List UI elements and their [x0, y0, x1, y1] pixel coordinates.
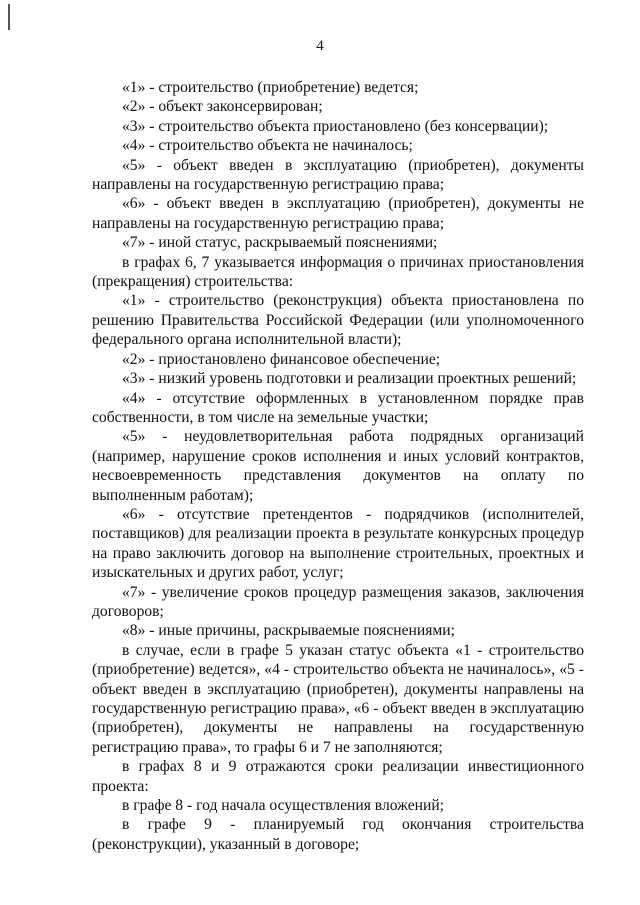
paragraph: «3» - низкий уровень подготовки и реализации проектных решений; [122, 370, 577, 388]
paragraph: «7» - иной статус, раскрываемый пояснениями; [122, 234, 438, 252]
paragraph: в графе 8 - год начала осуществления вложений; [122, 797, 444, 815]
paragraph: в случае, если в графе 5 указан статус объекта «1 - строительство (приобретение) ведется», «4 - строительство объекта не начиналось», «5 - объект введен в эксплуатацию (приобретен), документы направлены на государственную регистрацию права», «6 - объект введен в эксплуатацию (приобретен), документы не направлены на государственную регистрацию права», то графы 6 и 7 не заполняются; [92, 641, 584, 756]
paragraph: «3» - строительство объекта приостановлено (без консервации); [122, 117, 549, 135]
paragraph: в графах 8 и 9 отражаются сроки реализации инвестиционного проекта: [92, 758, 584, 795]
page-number: 4 [316, 38, 324, 54]
paragraph: «6» - отсутствие претендентов - подрядчиков (исполнителей, поставщиков) для реализации проекта в результате конкурсных процедур на право заключить договор на выполнение строительных, проектных и изыскательных и других работ, услуг; [92, 505, 584, 582]
paragraph: «1» - строительство (реконструкция) объекта приостановлена по решению Правительства Российской Федерации (или уполномоченного федерального органа исполнительной власти); [92, 292, 584, 349]
paragraph: «8» - иные причины, раскрываемые пояснениями; [122, 622, 455, 640]
paragraph: «4» - отсутствие оформленных в установленном порядке прав собственности, в том числе на земельные участки; [92, 389, 584, 426]
paragraph: «6» - объект введен в эксплуатацию (приобретен), документы не направлены на государственную регистрацию права; [92, 195, 584, 232]
paragraph: «1» - строительство (приобретение) ведется; [122, 79, 419, 96]
paragraph: в графе 9 - планируемый год окончания строительства (реконструкции), указанный в договоре; [92, 816, 584, 853]
paragraph: «5» - объект введен в эксплуатацию (приобретен), документы направлены на государственную регистрацию права; [92, 156, 584, 194]
paragraph: в графах 6, 7 указывается информация о причинах приостановления (прекращения) строительства: [92, 253, 584, 291]
margin-mark [8, 4, 10, 30]
paragraph: «4» - строительство объекта не начиналось; [122, 137, 413, 155]
paragraph: «5» - неудовлетворительная работа подрядных организаций (например, нарушение сроков исполнения и иных условий контрактов, несвоевременность представления документов на оплату по выполненным работам); [92, 428, 584, 504]
paragraph: «7» - увеличение сроков процедур размещения заказов, заключения договоров; [92, 583, 584, 620]
paragraph: «2» - объект законсервирован; [122, 98, 323, 116]
paragraph: «2» - приостановлено финансовое обеспечение; [122, 350, 441, 368]
document-body [92, 78, 584, 854]
